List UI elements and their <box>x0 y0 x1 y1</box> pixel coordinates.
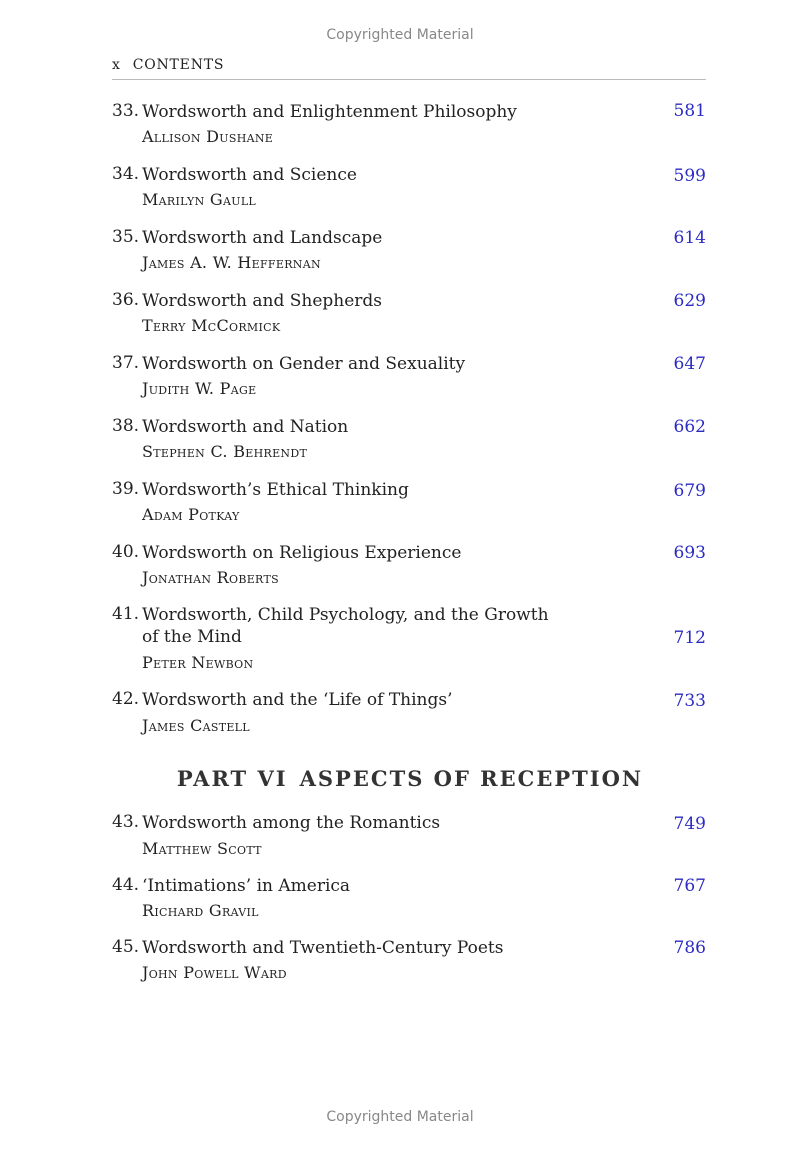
entry-number: 37. <box>112 353 140 373</box>
entry-author: Matthew Scott <box>142 839 262 858</box>
entry-title: Wordsworth on Gender and Sexuality <box>142 354 466 374</box>
entry-page[interactable]: 712 <box>673 628 706 648</box>
entry-page[interactable]: 749 <box>673 814 706 834</box>
entry-number: 36. <box>112 290 140 310</box>
entry-title: Wordsworth, Child Psychology, and the Growth of the Mind <box>142 605 549 647</box>
entry-page[interactable]: 647 <box>673 354 706 374</box>
entry-author: Richard Gravil <box>142 901 259 920</box>
entry-author: Peter Newbon <box>142 653 254 672</box>
entry-title: Wordsworth and Nation <box>142 417 349 437</box>
entry-number: 45. <box>112 937 140 957</box>
entry-title: Wordsworth on Religious Experience <box>142 543 462 563</box>
entry-page[interactable]: 733 <box>673 691 706 711</box>
entry-title: Wordsworth and Shepherds <box>142 291 383 311</box>
entry-page[interactable]: 693 <box>673 543 706 563</box>
entry-page[interactable]: 679 <box>673 481 706 501</box>
entry-author: Terry McCormick <box>142 316 281 335</box>
entry-author: James Castell <box>142 716 250 735</box>
entry-title: ‘Intimations’ in America <box>142 876 351 896</box>
running-head <box>112 57 706 80</box>
entry-author: Marilyn Gaull <box>142 190 257 209</box>
entry-author: Judith W. Page <box>142 379 257 398</box>
entry-number: 40. <box>112 542 140 562</box>
entry-number: 44. <box>112 875 140 895</box>
part-heading <box>0 766 800 791</box>
entry-page[interactable]: 599 <box>673 166 706 186</box>
entry-author: Allison Dushane <box>142 127 274 146</box>
entry-number: 35. <box>112 227 140 247</box>
running-head-label: CONTENTS <box>132 57 225 73</box>
entry-author: Stephen C. Behrendt <box>142 442 308 461</box>
entry-author: James A. W. Heffernan <box>142 253 321 272</box>
entry-title: Wordsworth and Twentieth-Century Poets <box>142 938 504 958</box>
entry-number: 34. <box>112 164 140 184</box>
entry-number: 41. <box>112 604 140 624</box>
entry-title: Wordsworth’s Ethical Thinking <box>142 480 409 500</box>
entry-number: 43. <box>112 812 140 832</box>
entry-author: Jonathan Roberts <box>142 568 279 587</box>
part-title: ASPECTS OF RECEPTION <box>299 766 644 791</box>
entry-page[interactable]: 662 <box>673 417 706 437</box>
part-number: PART VI <box>176 766 288 791</box>
entry-page[interactable]: 786 <box>673 938 706 958</box>
entry-number: 38. <box>112 416 140 436</box>
entry-page[interactable]: 581 <box>673 101 706 121</box>
entry-number: 39. <box>112 479 140 499</box>
entry-number: 42. <box>112 689 140 709</box>
copyright-notice-bottom: Copyrighted Material <box>326 1109 474 1125</box>
entry-page[interactable]: 614 <box>673 228 706 248</box>
page-number: x <box>112 57 121 73</box>
entry-title: Wordsworth and Landscape <box>142 228 383 248</box>
entry-title: Wordsworth and the ‘Life of Things’ <box>142 690 453 710</box>
entry-title: Wordsworth and Enlightenment Philosophy <box>142 102 517 122</box>
entry-number: 33. <box>112 101 140 121</box>
copyright-notice-top: Copyrighted Material <box>326 27 474 43</box>
entry-page[interactable]: 767 <box>673 876 706 896</box>
entry-author: John Powell Ward <box>142 963 287 982</box>
entry-title: Wordsworth and Science <box>142 165 357 185</box>
entry-page[interactable]: 629 <box>673 291 706 311</box>
entry-author: Adam Potkay <box>142 505 240 524</box>
entry-title: Wordsworth among the Romantics <box>142 813 441 833</box>
